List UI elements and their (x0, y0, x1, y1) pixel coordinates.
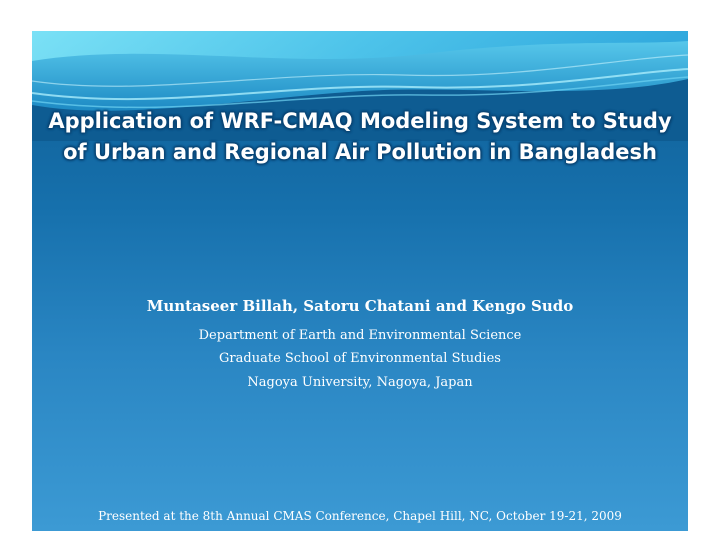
affiliation-university: Nagoya University, Nagoya, Japan (247, 375, 473, 390)
affiliation-department: Department of Earth and Environmental Science (198, 328, 522, 343)
affiliation-school: Graduate School of Environmental Studies (219, 351, 501, 366)
slide-title (32, 106, 688, 168)
authors: Muntaseer Billah, Satoru Chatani and Kengo Sudo (146, 297, 574, 315)
presentation-footer: Presented at the 8th Annual CMAS Conference, Chapel Hill, NC, October 19-21, 2009 (98, 509, 622, 523)
title-slide (32, 31, 688, 531)
slide-title-line-2: of Urban and Regional Air Pollution in Bangladesh (63, 140, 657, 164)
slide-title-line-1: Application of WRF-CMAQ Modeling System to Study (48, 109, 672, 133)
